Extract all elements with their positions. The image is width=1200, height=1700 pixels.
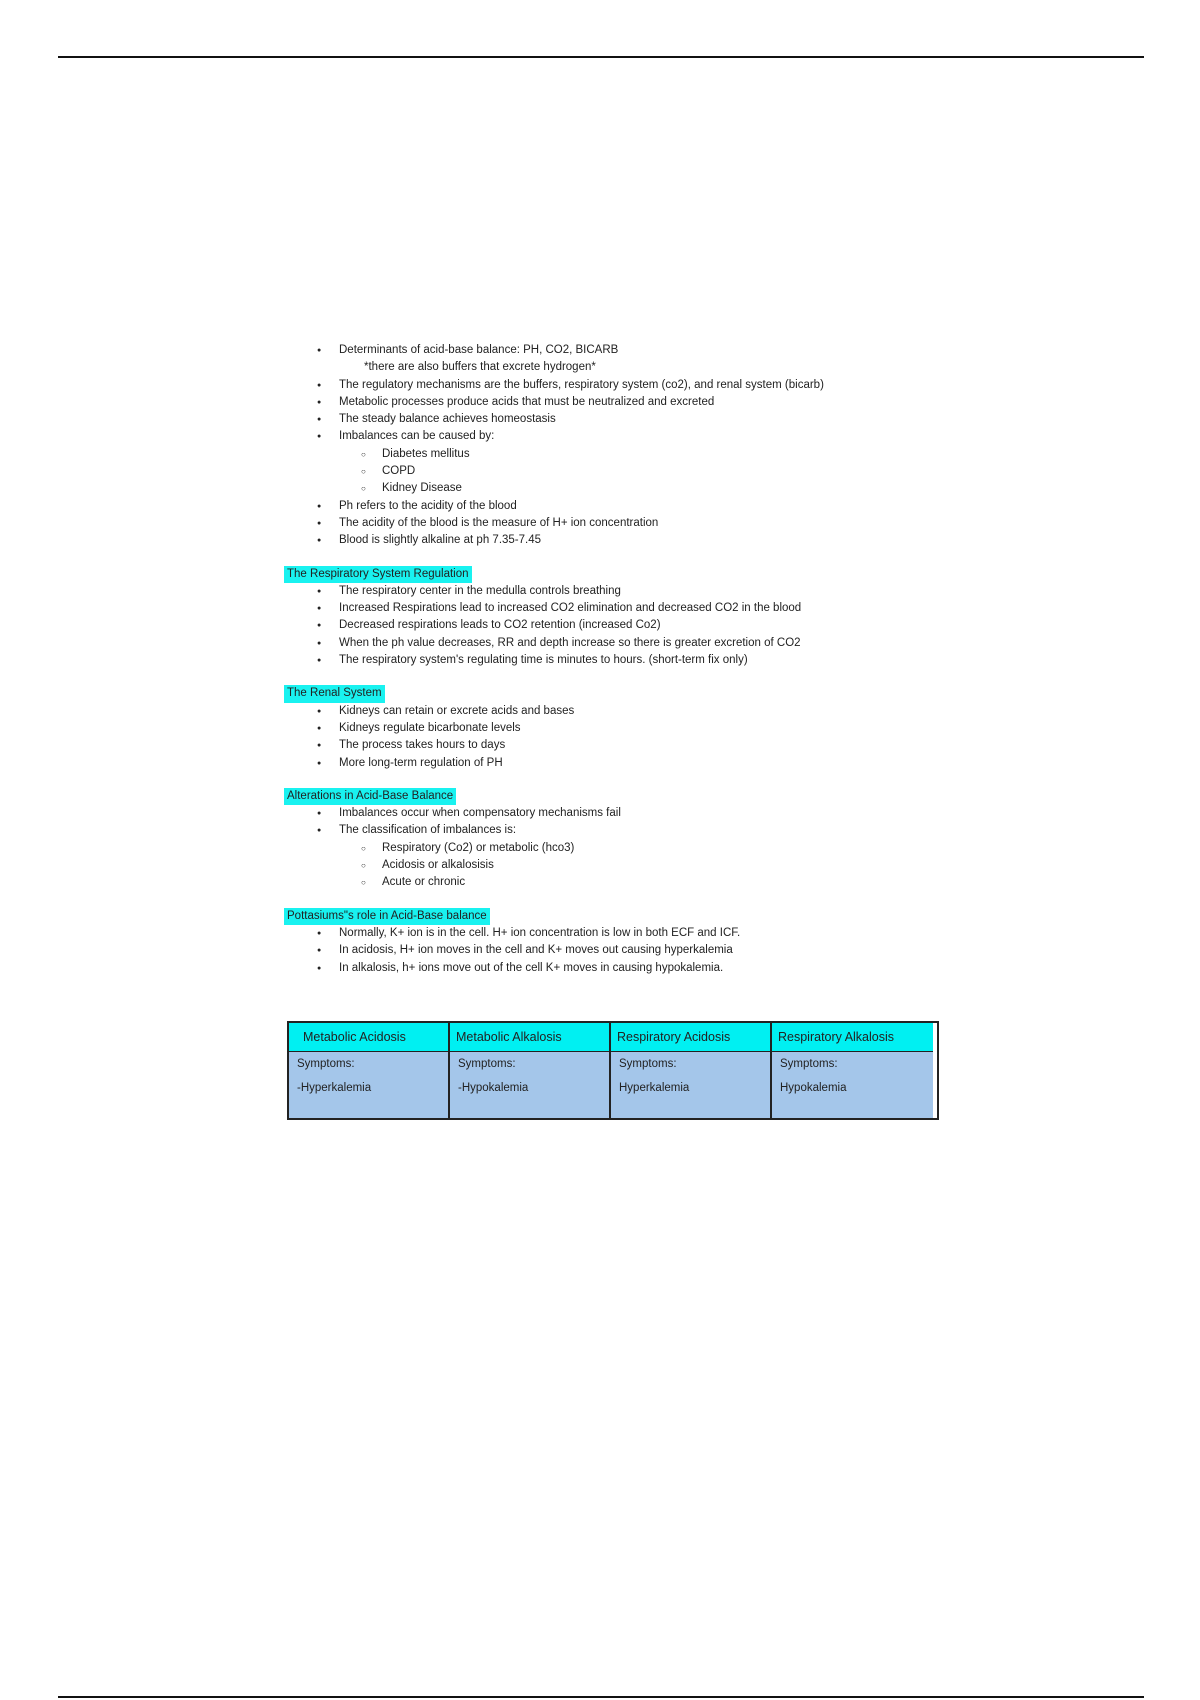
section-heading: The Renal System bbox=[284, 685, 385, 702]
section-heading: Alterations in Acid-Base Balance bbox=[284, 788, 456, 805]
table-cell: Symptoms: -Hyperkalemia bbox=[289, 1052, 448, 1118]
list-item: ● When the ph value decreases, RR and depth increase so there is greater excretion of CO2 bbox=[290, 635, 930, 652]
list-item: ● In alkalosis, h+ ions move out of the cell K+ moves in causing hypokalemia. bbox=[290, 960, 930, 977]
list-item: ● Blood is slightly alkaline at ph 7.35-7.45 bbox=[290, 532, 930, 549]
list-item: ● Decreased respirations leads to CO2 retention (increased Co2) bbox=[290, 617, 930, 634]
table-cell: Symptoms: Hypokalemia bbox=[772, 1052, 933, 1118]
list-item: ○ Acidosis or alkalosisis bbox=[290, 857, 930, 874]
list-item: ● The acidity of the blood is the measure of H+ ion concentration bbox=[290, 515, 930, 532]
section-heading: The Respiratory System Regulation bbox=[284, 566, 472, 583]
table-header: Metabolic Acidosis bbox=[289, 1023, 448, 1052]
list-item: ● The respiratory center in the medulla controls breathing bbox=[290, 583, 930, 600]
list-item: ● Determinants of acid-base balance: PH, CO2, BICARB *there are also buffers that excrete hydrogen* bbox=[290, 342, 930, 377]
table-cell: Symptoms: -Hypokalemia bbox=[450, 1052, 609, 1118]
list-item: ● Increased Respirations lead to increased CO2 elimination and decreased CO2 in the blood bbox=[290, 600, 930, 617]
document-body bbox=[287, 342, 930, 977]
imbalance-table bbox=[287, 1021, 939, 1120]
list-item: ○ COPD bbox=[290, 463, 930, 480]
list-item: ● The respiratory system's regulating time is minutes to hours. (short-term fix only) bbox=[290, 652, 930, 669]
buffer-note: *there are also buffers that excrete hydrogen* bbox=[364, 361, 596, 374]
list-item: ● Imbalances occur when compensatory mechanisms fail bbox=[290, 805, 930, 822]
list-item: ● The regulatory mechanisms are the buffers, respiratory system (co2), and renal system (bicarb) bbox=[290, 377, 930, 394]
table-column bbox=[772, 1023, 933, 1118]
table-column bbox=[289, 1023, 450, 1118]
section-heading: Pottasiums"s role in Acid-Base balance bbox=[284, 908, 490, 925]
list-item: ● Ph refers to the acidity of the blood bbox=[290, 498, 930, 515]
table-header: Metabolic Alkalosis bbox=[450, 1023, 609, 1052]
table-column bbox=[611, 1023, 772, 1118]
list-item: ● Imbalances can be caused by: ○ Diabetes mellitus ○ COPD ○ Kidney Disease bbox=[290, 428, 930, 497]
intro-list bbox=[290, 342, 930, 550]
list-item: ● Kidneys regulate bicarbonate levels bbox=[290, 720, 930, 737]
list-item: ● In acidosis, H+ ion moves in the cell and K+ moves out causing hyperkalemia bbox=[290, 942, 930, 959]
list-item: ● The steady balance achieves homeostasis bbox=[290, 411, 930, 428]
bottom-rule bbox=[58, 1696, 1144, 1698]
list-item: ○ Respiratory (Co2) or metabolic (hco3) bbox=[290, 840, 930, 857]
list-item: ● Normally, K+ ion is in the cell. H+ ion concentration is low in both ECF and ICF. bbox=[290, 925, 930, 942]
respiratory-section bbox=[287, 566, 930, 670]
table-header: Respiratory Acidosis bbox=[611, 1023, 770, 1052]
list-item: ○ Kidney Disease bbox=[290, 480, 930, 497]
renal-section bbox=[287, 685, 930, 771]
list-item: ● The process takes hours to days bbox=[290, 737, 930, 754]
top-rule bbox=[58, 56, 1144, 58]
causes-list bbox=[339, 446, 930, 498]
list-item: ● Metabolic processes produce acids that must be neutralized and excreted bbox=[290, 394, 930, 411]
table-column bbox=[450, 1023, 611, 1118]
list-item: ○ Diabetes mellitus bbox=[290, 446, 930, 463]
list-item: ○ Acute or chronic bbox=[290, 874, 930, 891]
list-item: ● More long-term regulation of PH bbox=[290, 755, 930, 772]
classification-list bbox=[339, 840, 930, 892]
potassium-section bbox=[287, 908, 930, 977]
table-header: Respiratory Alkalosis bbox=[772, 1023, 933, 1052]
alterations-section bbox=[287, 788, 930, 892]
table-cell: Symptoms: Hyperkalemia bbox=[611, 1052, 770, 1118]
list-item: ● The classification of imbalances is: ○ Respiratory (Co2) or metabolic (hco3) ○ Acidosis or alkalosisis ○ Acute or chronic bbox=[290, 822, 930, 891]
list-item: ● Kidneys can retain or excrete acids and bases bbox=[290, 703, 930, 720]
